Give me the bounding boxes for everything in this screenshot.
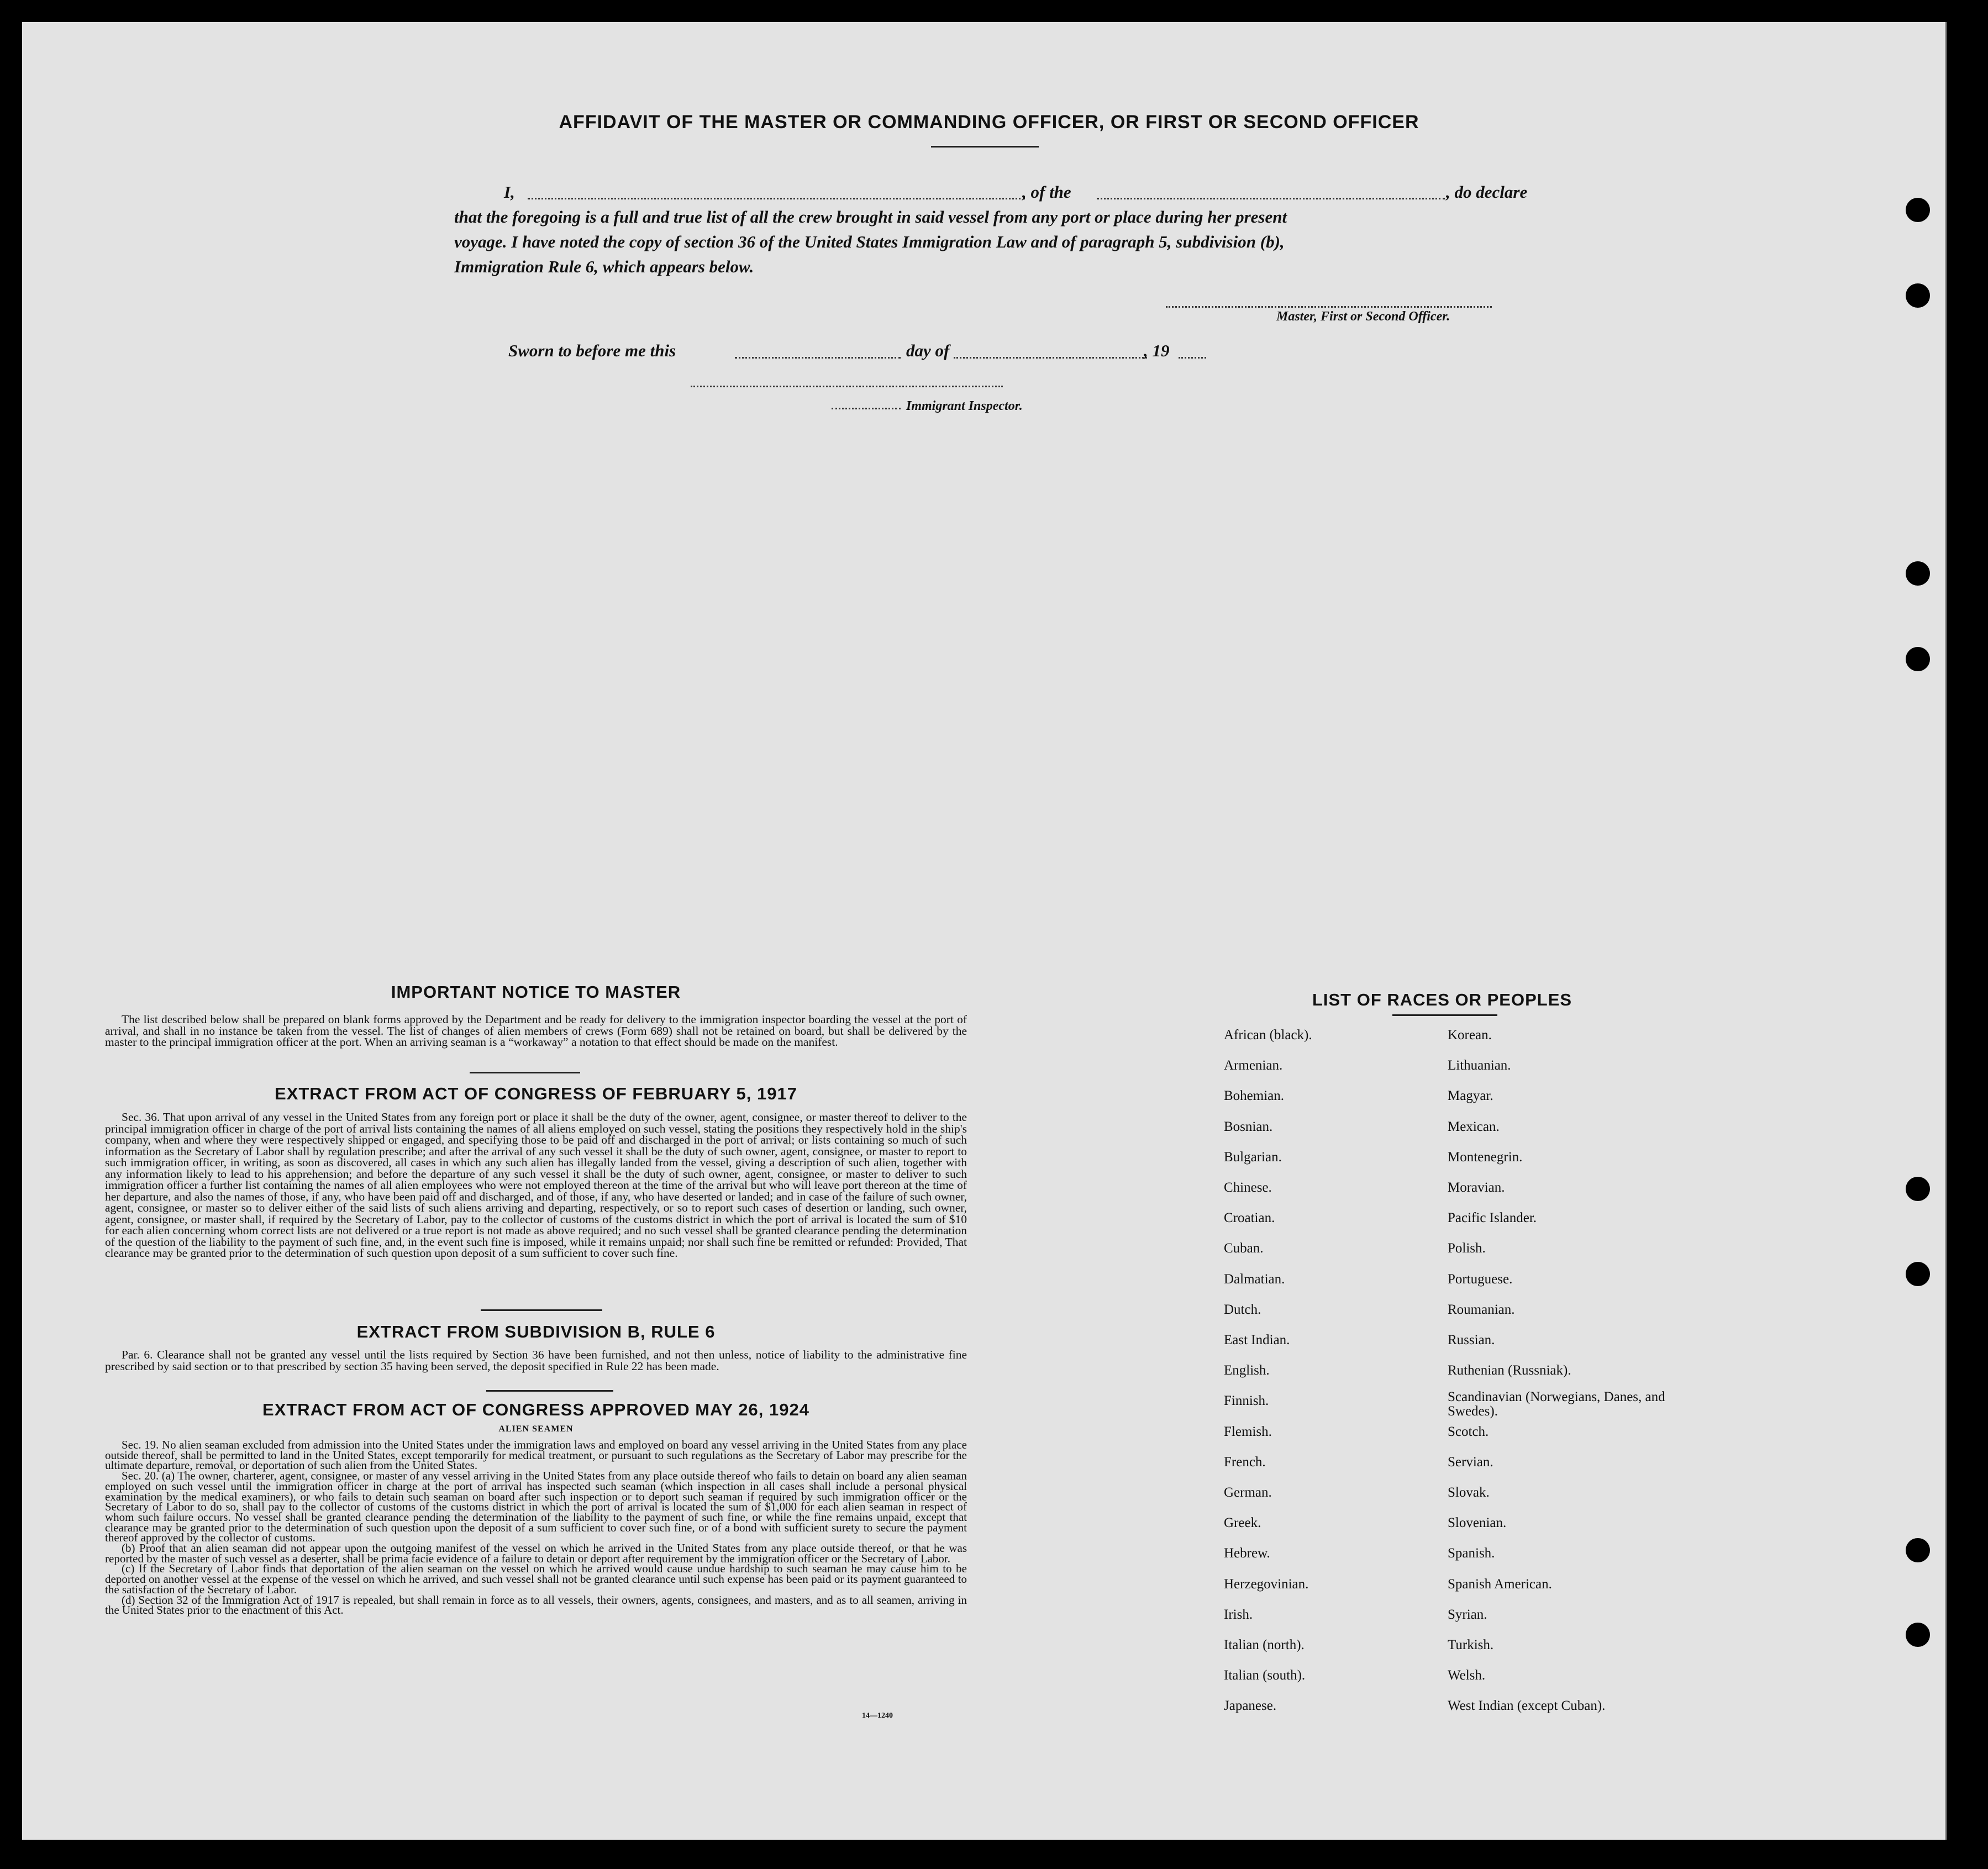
race-item: Bohemian. <box>1224 1088 1285 1104</box>
divider <box>481 1309 602 1311</box>
race-item: Turkish. <box>1448 1638 1494 1652</box>
race-item: Slovak. <box>1448 1485 1490 1500</box>
rule-6-text <box>105 1349 967 1372</box>
race-item: French. <box>1224 1454 1266 1470</box>
race-item: Ruthenian (Russniak). <box>1448 1363 1571 1378</box>
sworn-month-field[interactable] <box>954 357 1147 359</box>
race-item: Hebrew. <box>1224 1546 1270 1561</box>
affidavit-line-3: voyage. I have noted the copy of section 36 of the United States Immigration Law and of paragraph 5, subdivision (b), <box>454 232 1285 251</box>
race-item: Scandinavian (Norwegians, Danes, and Swedes). <box>1448 1389 1665 1419</box>
race-item: West Indian (except Cuban). <box>1448 1698 1606 1714</box>
form-number: 14—1240 <box>862 1712 893 1720</box>
races-title: LIST OF RACES OR PEOPLES <box>1312 990 1572 1009</box>
race-item: German. <box>1224 1485 1272 1500</box>
par-6-paragraph: Par. 6. Clearance shall not be granted any vessel until the lists required by Section 36 have been furnished, and not then unless, notice of liability to the administrative fine prescribed by said section or to that prescribed by section 35 having been served, the deposit specified in Rule 22 has been made. <box>105 1348 967 1373</box>
master-signature-field[interactable] <box>1166 306 1492 308</box>
binder-hole <box>1906 1177 1930 1201</box>
vessel-field[interactable] <box>1097 198 1445 199</box>
sec-20a-paragraph: Sec. 20. (a) The owner, charterer, agent, consignee, or master of any vessel arriving in the United States from any place outside thereof who fails to detain on board any alien seaman employed on such vessel until the immigration officer in charge at the port of arrival has inspected such seaman (which inspection in all cases shall include a personal physical examination by the medical examiners), or who fails to detain such seaman on board after such inspection or to deport such seaman if required by such immigration officer or the Secretary of Labor to do so, shall pay to the collector of customs of the customs district in which the port of arrival is located the sum of $1,000 for each alien seaman in respect of whom such failure occurs. No vessel shall be granted clearance pending the determination of the liability to the payment of such fine, or while the fine remains unpaid, except that clearance may be granted prior to the determination of such question upon the deposit of a sum sufficient to cover such fine, or of a bond with sufficient surety to secure the payment thereof approved by the collector of customs. <box>105 1469 967 1545</box>
extract-1917-text <box>105 1112 967 1259</box>
race-item: Korean. <box>1448 1028 1492 1043</box>
race-item: Italian (south). <box>1224 1668 1306 1683</box>
binder-hole <box>1906 1623 1930 1647</box>
affidavit-title: AFFIDAVIT OF THE MASTER OR COMMANDING OFFICER, OR FIRST OR SECOND OFFICER <box>559 112 1419 133</box>
race-item: Irish. <box>1224 1607 1253 1622</box>
affidavit-of-the: , of the <box>1022 182 1071 202</box>
day-of-text: day of <box>906 341 950 360</box>
extract-1924-title: EXTRACT FROM ACT OF CONGRESS APPROVED MAY 26, 1924 <box>262 1400 809 1419</box>
sworn-text: Sworn to before me this <box>508 341 676 360</box>
race-item: Pacific Islander. <box>1448 1210 1537 1226</box>
race-item: Mexican. <box>1448 1119 1500 1134</box>
race-item: Magyar. <box>1448 1088 1493 1104</box>
race-item: Moravian. <box>1448 1180 1505 1195</box>
race-item: Slovenian. <box>1448 1515 1507 1531</box>
race-item: Japanese. <box>1224 1698 1277 1714</box>
sec-20d-paragraph: (d) Section 32 of the Immigration Act of 1917 is repealed, but shall remain in force as to all vessels, their owners, agents, consignees, and masters, and as to all seamen, arriving in the United States prior to the enactment of this Act. <box>105 1593 967 1617</box>
race-item: Italian (north). <box>1224 1638 1305 1652</box>
race-item: African (black). <box>1224 1028 1312 1043</box>
divider <box>486 1390 613 1392</box>
race-item: Bosnian. <box>1224 1119 1273 1134</box>
race-item: Chinese. <box>1224 1180 1272 1195</box>
master-signature-caption: Master, First or Second Officer. <box>1276 309 1450 324</box>
race-item: Spanish. <box>1448 1546 1495 1561</box>
sec-20c-paragraph: (c) If the Secretary of Labor finds that deportation of the alien seaman on the vessel on which he arrived would cause undue hardship to such seaman he may cause him to be deported on another vessel at the expense of the vessel on which he arrived, and such vessel shall not be granted clearance until such expense has been paid or its payment guaranteed to the satisfaction of the Secretary of Labor. <box>105 1562 967 1596</box>
races-title-underline <box>1392 1014 1497 1016</box>
binder-hole <box>1906 1262 1930 1286</box>
affidavit-line-2: that the foregoing is a full and true list of all the crew brought in said vessel from any port or place during her present <box>454 207 1287 227</box>
binder-hole <box>1906 561 1930 586</box>
race-item: Portuguese. <box>1448 1271 1513 1287</box>
race-item: Cuban. <box>1224 1241 1264 1256</box>
divider <box>470 1072 580 1073</box>
race-item: Dalmatian. <box>1224 1271 1285 1287</box>
race-item: Lithuanian. <box>1448 1058 1511 1073</box>
notice-paragraph: The list described below shall be prepared on blank forms approved by the Department and be ready for delivery to the immigration inspector boarding the vessel at the port of arrival, and shall in no instance be taken from the vessel. The list of changes of alien members of crews (Form 689) shall not be retained on board, but shall be delivered by the master to the principal immigration officer at the port. When an arriving seaman is a “workaway” a notation to that effect should be made on the manifest. <box>105 1013 967 1049</box>
race-item: Croatian. <box>1224 1210 1275 1226</box>
title-underline <box>931 146 1039 148</box>
race-item: Montenegrin. <box>1448 1149 1523 1165</box>
year-text: , 19 <box>1144 341 1170 360</box>
inspector-signature-field[interactable] <box>691 386 1003 387</box>
race-item: Dutch. <box>1224 1302 1261 1317</box>
race-item: Armenian. <box>1224 1058 1283 1073</box>
sworn-day-field[interactable] <box>735 357 901 359</box>
extract-1917-title: EXTRACT FROM ACT OF CONGRESS OF FEBRUARY 5, 1917 <box>275 1084 797 1103</box>
race-item: Flemish. <box>1224 1424 1272 1439</box>
binder-hole <box>1906 647 1930 671</box>
alien-seamen-subtitle: ALIEN SEAMEN <box>498 1424 574 1434</box>
notice-title: IMPORTANT NOTICE TO MASTER <box>391 982 681 1002</box>
race-item: Servian. <box>1448 1454 1493 1470</box>
affidavit-declare: , do declare <box>1446 182 1528 202</box>
notice-text <box>105 1014 967 1048</box>
inspector-name-field[interactable] <box>832 408 901 409</box>
race-item: Greek. <box>1224 1515 1261 1531</box>
rule-6-title: EXTRACT FROM SUBDIVISION B, RULE 6 <box>356 1322 716 1341</box>
race-item: Herzegovinian. <box>1224 1576 1309 1592</box>
race-item: Finnish. <box>1224 1393 1269 1409</box>
affidavit-line-4: Immigration Rule 6, which appears below. <box>454 257 754 276</box>
form-page <box>22 22 1947 1840</box>
sec-20b-paragraph: (b) Proof that an alien seaman did not appear upon the outgoing manifest of the vessel on which he arrived in the United States from any place outside thereof, or that he was reported by the master of such vessel as a deserter, shall be prima facie evidence of a failure to detain or deport after requirement by the immigration officer or the Secretary of Labor. <box>105 1541 967 1565</box>
race-item: English. <box>1224 1363 1270 1378</box>
binder-hole <box>1906 198 1930 222</box>
race-item: East Indian. <box>1224 1333 1290 1347</box>
race-item: Spanish American. <box>1448 1576 1552 1592</box>
binder-hole <box>1906 283 1930 308</box>
sec-36-paragraph: Sec. 36. That upon arrival of any vessel in the United States from any foreign port or place it shall be the duty of the owner, agent, consignee, or master thereof to deliver to the principal immigration officer in charge of the port of arrival lists containing the names of all aliens employed on such vessel, stating the positions they respectively hold in the ship's company, when and where they were respectively shipped or engaged, and specifying those to be paid off and discharged in the port of arrival; or lists containing so much of such information as the Secretary of Labor shall by regulation prescribe; and after the arrival of any such vessel it shall be the duty of such owner, agent, consignee, or master to report to such immigration officer, in writing, as soon as discovered, all cases in which any such alien has illegally landed from the vessel, giving a description of such alien, together with any information likely to lead to his apprehension; and before the departure of any such vessel it shall be the duty of such owner, agent, consignee, or master to deliver to such immigration officer a further list containing the names of all alien employees who were not employed thereon at the time of the arrival but who will leave port thereon at the time of her departure, and also the names of those, if any, who have been paid off and discharged, and of those, if any, who have deserted or landed; and in case of the failure of such owner, agent, consignee, or master so to deliver either of the said lists of such aliens arriving and departing, respectively, or so to report such cases of desertion or landing, such owner, agent, consignee, or master shall, if required by the Secretary of Labor, pay to the collector of customs of the customs district in which the port of arrival is located the sum of $10 for each alien concerning whom correct lists are not delivered or a true report is not made as above required; and no such vessel shall be granted clearance pending the determination of the question of the liability to the payment of such fine, and, in the event such fine is imposed, while it remains unpaid; nor shall such fine be remitted or refunded: Provided, That clearance may be granted prior to the determination of such question upon deposit of a sum sufficient to cover such fine. <box>105 1110 967 1260</box>
race-item: Scotch. <box>1448 1424 1489 1439</box>
extract-1924-text <box>105 1440 967 1615</box>
name-field[interactable] <box>528 198 1025 199</box>
binder-hole <box>1906 1538 1930 1562</box>
race-item: Syrian. <box>1448 1607 1487 1622</box>
race-item: Bulgarian. <box>1224 1149 1282 1165</box>
inspector-caption: Immigrant Inspector. <box>906 399 1023 413</box>
race-item: Welsh. <box>1448 1668 1486 1683</box>
race-item: Polish. <box>1448 1241 1486 1256</box>
affidavit-i: I, <box>504 182 515 202</box>
sworn-year-field[interactable] <box>1179 357 1206 359</box>
race-item: Roumanian. <box>1448 1302 1515 1317</box>
race-item: Russian. <box>1448 1333 1495 1347</box>
sec-19-paragraph: Sec. 19. No alien seaman excluded from admission into the United States under the immigration laws and employed on board any vessel arriving in the United States from any place outside thereof, shall be permitted to land in the United States, except temporarily for medical treatment, or pursuant to such regulations as the Secretary of Labor may prescribe for the ultimate departure, removal, or deportation of such alien from the United States. <box>105 1438 967 1472</box>
